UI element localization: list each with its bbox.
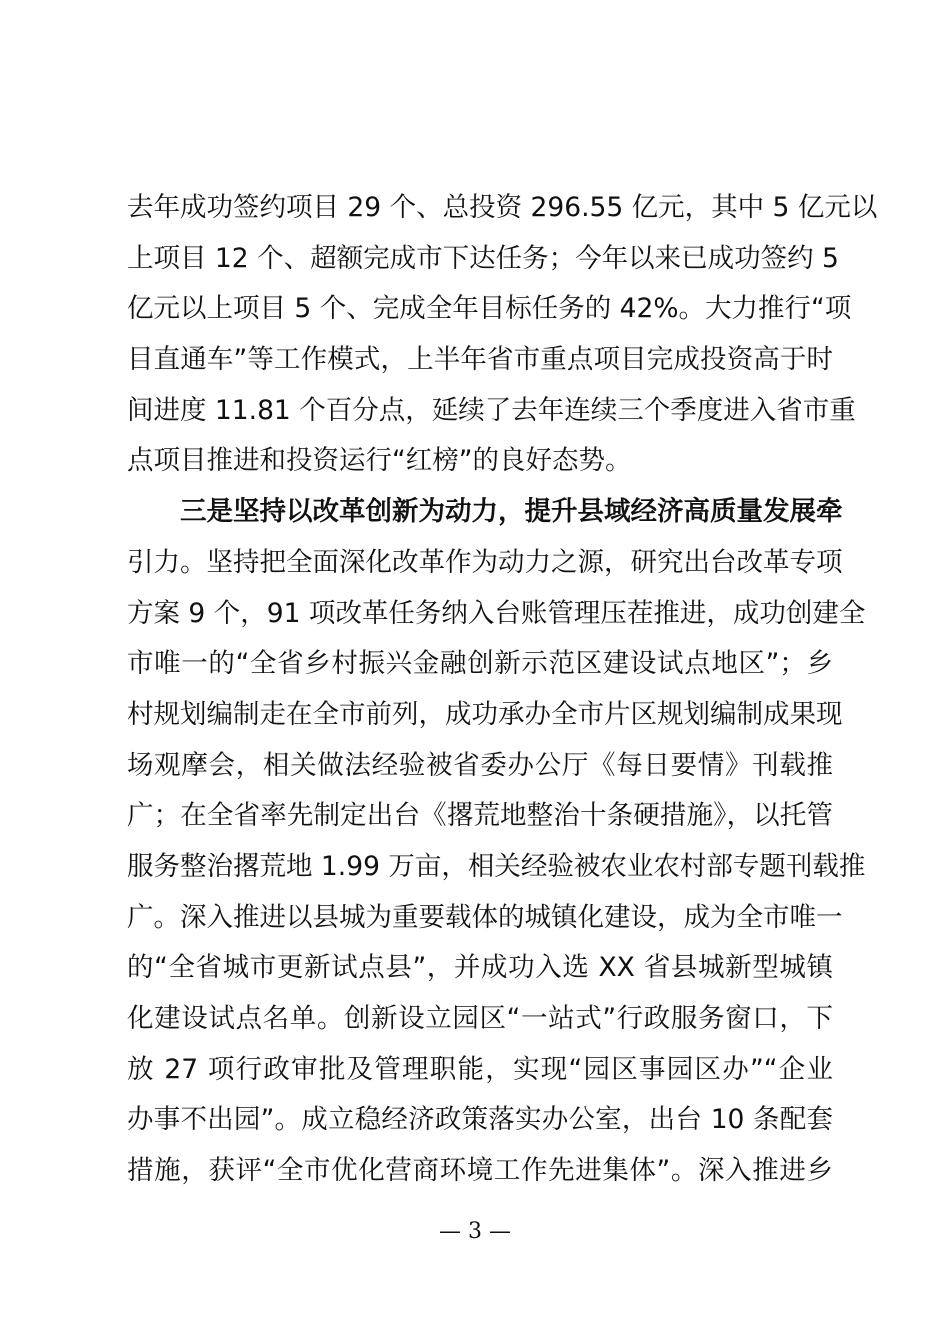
- text-line: 化建设试点名单。创新设立园区“一站式”行政服务窗口，下: [127, 1003, 833, 1034]
- page-number: — 3 —: [439, 1219, 511, 1244]
- text-line: 引力。坚持把全面深化改革作为动力之源，研究出台改革专项: [127, 546, 843, 578]
- text-line: 措施，获评“全市优化营商环境工作先进集体”。深入推进乡: [127, 1155, 833, 1187]
- text-line: 的“全省城市更新试点县”，并成功入选 XX 省县城新型城镇: [127, 952, 833, 984]
- body-text: [127, 183, 878, 1197]
- text-line: 广。深入推进以县城为重要载体的城镇化建设，成为全市唯一: [127, 901, 843, 933]
- text-line: 去年成功签约项目 29 个、总投资 296.55 亿元，其中 5 亿元以: [127, 192, 878, 223]
- text-line: 广；在全省率先制定出台《撂荒地整治十条硬措施》，以托管: [127, 800, 833, 832]
- text-line: 方案 9 个，91 项改革任务纳入台账管理压茬推进，成功创建全: [127, 597, 866, 629]
- text-line: 村规划编制走在全市前列，成功承办全市片区规划编制成果现: [127, 698, 843, 730]
- text-line: 场观摩会，相关做法经验被省委办公厅《每日要情》刊载推: [127, 749, 833, 781]
- text-line: 亿元以上项目 5 个、完成全年目标任务的 42%。大力推行“项: [127, 293, 852, 325]
- section-heading-line: 三是坚持以改革创新为动力，提升县域经济高质量发展牵: [180, 496, 843, 528]
- text-line: 市唯一的“全省乡村振兴金融创新示范区建设试点地区”；乡: [127, 648, 833, 680]
- text-line: 间进度 11.81 个百分点，延续了去年连续三个季度进入省市重: [127, 394, 856, 426]
- text-line: 服务整治撂荒地 1.99 万亩，相关经验被农业农村部专题刊载推: [127, 850, 866, 882]
- text-line: 办事不出园”。成立稳经济政策落实办公室，出台 10 条配套: [127, 1104, 833, 1136]
- text-line: 上项目 12 个、超额完成市下达任务；今年以来已成功签约 5: [127, 242, 839, 274]
- text-line: 点项目推进和投资运行“红榜”的良好态势。: [127, 445, 632, 477]
- text-line: 目直通车”等工作模式，上半年省市重点项目完成投资高于时: [127, 344, 833, 376]
- text-line: 放 27 项行政审批及管理职能，实现“园区事园区办”“企业: [127, 1053, 833, 1085]
